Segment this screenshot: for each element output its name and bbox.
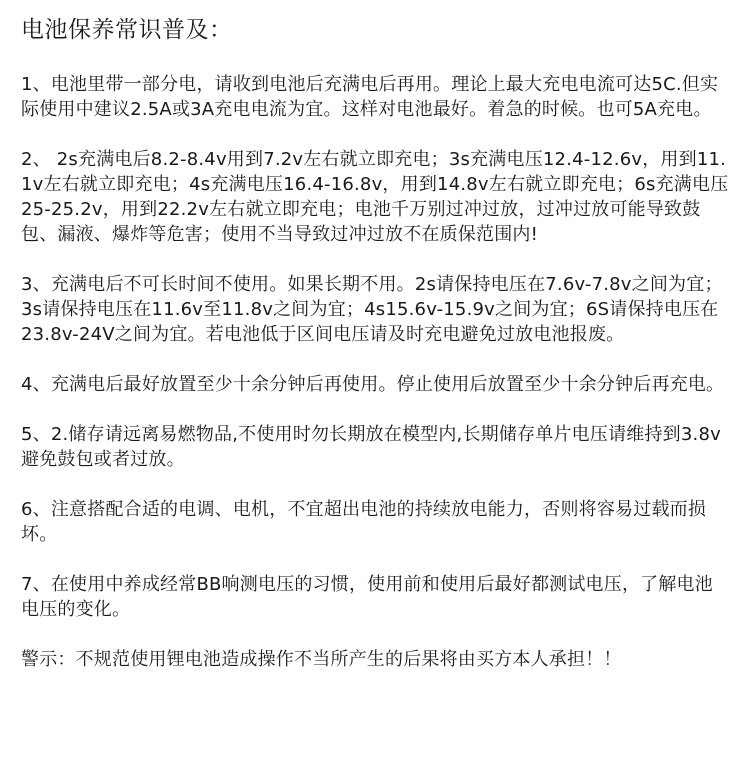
- tip-6: 6、注意搭配合适的电调、电机，不宜超出电池的持续放电能力，否则将容易过载而损坏。: [21, 499, 707, 545]
- tip-7: 7、在使用中养成经常BB响测电压的习惯，使用前和使用后最好都测试电压，了解电池电压的变化。: [21, 574, 713, 620]
- tip-1: 1、电池里带一部分电，请收到电池后充满电后再用。理论上最大充电电流可达5C.但实际使用中建议2.5A或3A充电电流为宜。这样对电池最好。着急的时候。也可5A充电。: [21, 74, 719, 120]
- tip-4: 4、充满电后最好放置至少十余分钟后再使用。停止使用后放置至少十余分钟后再充电。: [21, 374, 725, 395]
- tip-3: 3、充满电后不可长时间不使用。如果长期不用。2s请保持电压在7.6v-7.8v之间为宜；3s请保持电压在11.6v至11.8v之间为宜；4s15.6v-15.9v之间为宜；6S请保持电压在23.8v-24V之间为宜。若电池低于区间电压请及时充电避免过放电池报废。: [21, 274, 723, 345]
- tip-2: 2、 2s充满电后8.2-8.4v用到7.2v左右就立即充电；3s充满电压12.4-12.6v，用到11.1v左右就立即充电；4s充满电压16.4-16.8v，用到14.8v左右就立即充电；6s充满电压25-25.2v，用到22.2v左右就立即充电；电池千万别过冲过放，过冲过放可能导致鼓包、漏液、爆炸等危害；使用不当导致过冲过放不在质保范围内!: [21, 149, 729, 245]
- warning-text: 警示：不规范使用锂电池造成操作不当所产生的后果将由买方本人承担！！: [21, 649, 622, 670]
- page-title: 电池保养常识普及：: [21, 17, 233, 43]
- tip-5: 5、2.储存请远离易燃物品,不使用时勿长期放在模型内,长期储存单片电压请维持到3.8v避免鼓包或者过放。: [21, 424, 721, 470]
